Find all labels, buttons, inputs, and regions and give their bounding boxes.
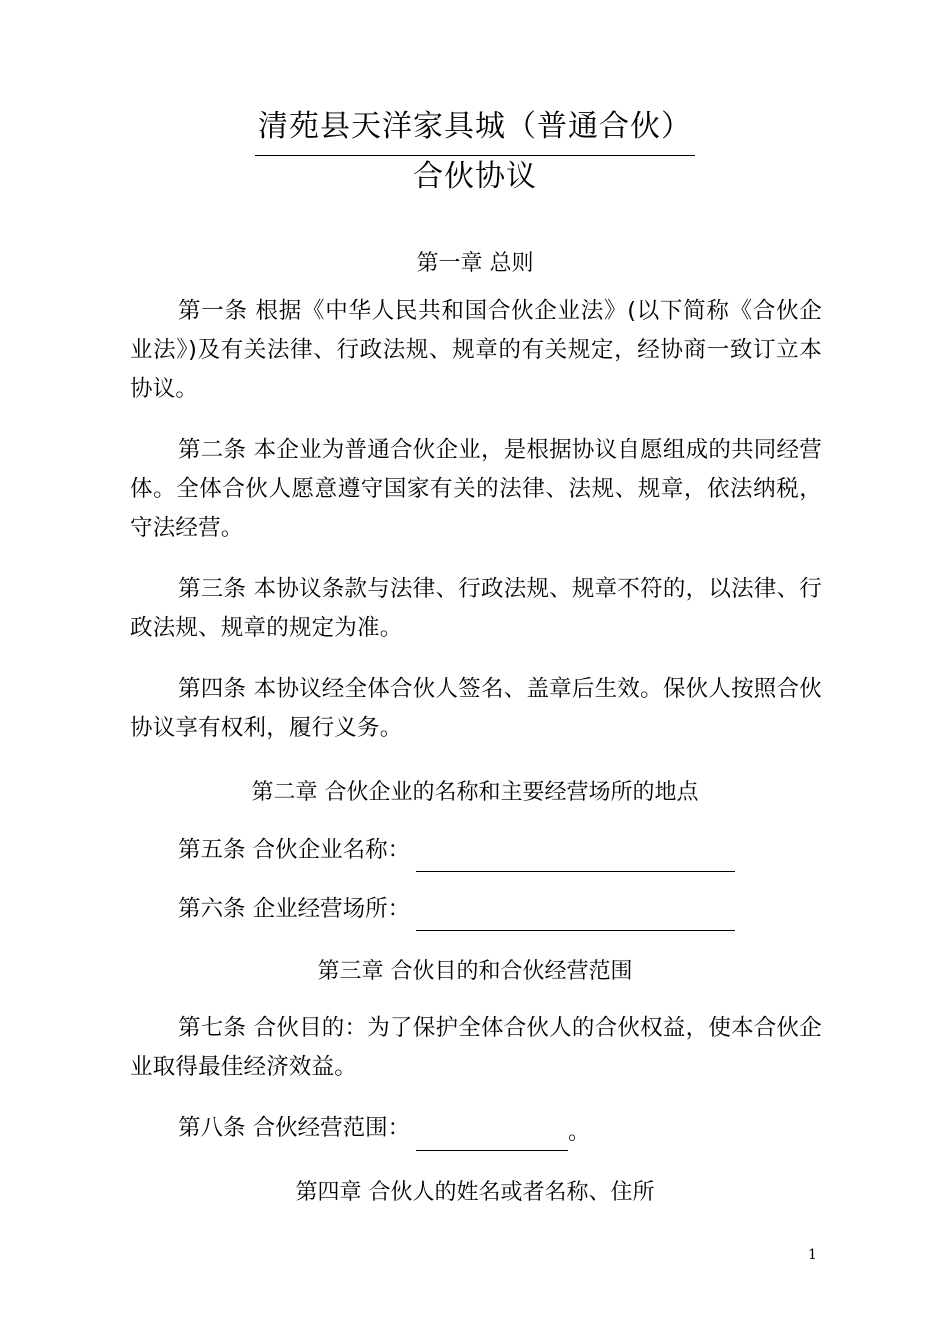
article-7: 第七条 合伙目的：为了保护全体合伙人的合伙权益，使本合伙企业取得最佳经济效益。: [130, 1015, 822, 1080]
article-4: 第四条 本协议经全体合伙人签名、盖章后生效。保伙人按照合伙协议享有权利，履行义务。: [130, 676, 822, 741]
article-1: 第一条 根据《中华人民共和国合伙企业法》(以下简称《合伙企业法》)及有关法律、行政法规、规章的有关规定，经协商一致订立本协议。: [130, 298, 822, 402]
article-5-label: 第五条 合伙企业名称：: [178, 837, 411, 863]
article-6-blank-line: [416, 930, 735, 931]
article-8-blank-line: [416, 1150, 568, 1151]
article-8-period: 。: [568, 1120, 591, 1145]
chapter-2-heading: 第二章 合伙企业的名称和主要经营场所的地点: [251, 780, 699, 805]
chapter-1-heading: 第一章 总则: [416, 251, 534, 276]
chapter-3-heading: 第三章 合伙目的和合伙经营范围: [317, 959, 633, 984]
page-number: 1: [808, 1247, 817, 1263]
article-8-label: 第八条 合伙经营范围：: [178, 1115, 411, 1141]
document-title-line1: 清苑县天洋家具城（普通合伙）: [258, 109, 692, 144]
article-2: 第二条 本企业为普通合伙企业，是根据协议自愿组成的共同经营体。全体合伙人愿意遵守国家有关的法律、法规、规章，依法纳税，守法经营。: [130, 437, 822, 541]
article-5-blank-line: [416, 871, 735, 872]
article-3: 第三条 本协议条款与法律、行政法规、规章不符的，以法律、行政法规、规章的规定为准。: [130, 576, 822, 641]
document-title-line2: 合伙协议: [413, 159, 537, 194]
chapter-4-heading: 第四章 合伙人的姓名或者名称、住所: [295, 1180, 655, 1205]
article-6-label: 第六条 企业经营场所：: [178, 896, 411, 922]
